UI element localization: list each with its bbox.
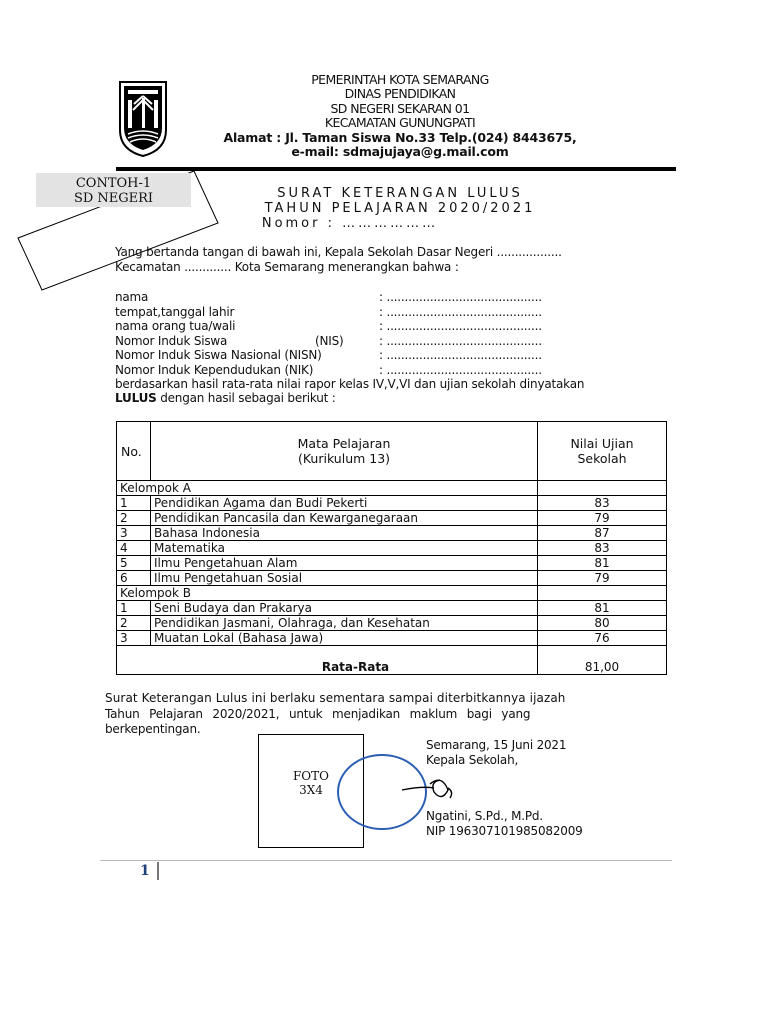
table-row <box>117 631 667 646</box>
row-number: 2 <box>117 511 151 526</box>
academic-year: TAHUN PELAJARAN 2020/2021 <box>264 201 536 216</box>
field-label: Nomor Induk Siswa Nasional (NISN) <box>115 348 322 362</box>
table-row <box>117 541 667 556</box>
table-row <box>117 601 667 616</box>
row-subject: Muatan Lokal (Bahasa Jawa) <box>151 631 538 646</box>
row-number: 5 <box>117 556 151 571</box>
intro-line-2: Kecamatan ............. Kota Semarang menerangkan bahwa : <box>115 260 459 274</box>
field-label: tempat,tanggal lahir <box>115 304 235 319</box>
signature-place-date: Semarang, 15 Juni 2021 <box>426 738 567 752</box>
document-title: SURAT KETERANGAN LULUS <box>277 186 523 201</box>
table-row <box>117 556 667 571</box>
table-row <box>117 571 667 586</box>
average-label: Rata-Rata <box>117 646 538 675</box>
closing-line-2: Tahun Pelajaran 2020/2021, untuk menjadikan maklum bagi yang <box>105 707 531 721</box>
stamp-line-2: SD NEGERI <box>73 191 154 206</box>
header-subject-line-1: Mata Pelajaran <box>297 436 391 451</box>
header-score-line-2: Sekolah <box>577 451 627 466</box>
field-birth <box>115 305 675 320</box>
row-subject: Bahasa Indonesia <box>151 526 538 541</box>
field-nis <box>115 334 675 349</box>
header-department: DINAS PENDIDIKAN <box>344 86 456 101</box>
row-number: 4 <box>117 541 151 556</box>
row-score: 87 <box>538 526 667 541</box>
row-score: 81 <box>538 601 667 616</box>
row-subject: Pendidikan Jasmani, Olahraga, dan Kesehatan <box>151 616 538 631</box>
header-score <box>538 422 667 481</box>
photo-size: 3X4 <box>299 783 323 797</box>
row-subject: Ilmu Pengetahuan Alam <box>151 556 538 571</box>
field-label: Nomor Induk Kependudukan (NIK) <box>115 362 314 377</box>
row-score: 79 <box>538 571 667 586</box>
field-label: nama <box>115 290 149 304</box>
table-header-row <box>117 422 667 481</box>
closing-line-1: Surat Keterangan Lulus ini berlaku sementara sampai diterbitkannya ijazah <box>105 691 566 705</box>
field-code: (NIS) <box>315 333 344 348</box>
average-value: 81,00 <box>538 646 667 675</box>
row-score: 79 <box>538 511 667 526</box>
row-number: 3 <box>117 526 151 541</box>
row-subject: Ilmu Pengetahuan Sosial <box>151 571 538 586</box>
row-number: 1 <box>117 496 151 511</box>
header-subject-line-2: (Kurikulum 13) <box>297 451 391 466</box>
field-name <box>115 290 675 305</box>
table-row <box>117 616 667 631</box>
footer-divider <box>100 860 672 861</box>
field-value: : ........................................... <box>379 362 542 377</box>
row-score: 76 <box>538 631 667 646</box>
table-row <box>117 526 667 541</box>
group-row <box>117 586 667 601</box>
row-number: 3 <box>117 631 151 646</box>
row-number: 1 <box>117 601 151 616</box>
group-b-label: Kelompok B <box>117 586 538 601</box>
field-value: : ........................................... <box>379 333 542 348</box>
signer-nip: NIP 196307101985082009 <box>426 824 583 838</box>
row-score: 83 <box>538 496 667 511</box>
header-district: KECAMATAN GUNUNGPATI <box>324 115 476 130</box>
closing-line-3: berkepentingan. <box>105 722 201 736</box>
average-row <box>117 646 667 675</box>
row-number: 2 <box>117 616 151 631</box>
photo-label: FOTO <box>292 769 329 783</box>
field-label: Nomor Induk Siswa <box>115 333 228 348</box>
header-address: Alamat : Jl. Taman Siswa No.33 Telp.(024) 8443675, <box>223 130 577 145</box>
stamp-line-1: CONTOH-1 <box>75 176 152 191</box>
row-score: 83 <box>538 541 667 556</box>
header-email: e-mail: sdmajujaya@g.mail.com <box>291 144 509 159</box>
page-number: 1 <box>140 863 150 879</box>
row-score: 81 <box>538 556 667 571</box>
header-score-line-1: Nilai Ujian <box>570 436 634 451</box>
field-value: : ........................................... <box>379 348 542 362</box>
field-nik <box>115 363 675 378</box>
field-value: : ........................................... <box>379 304 542 319</box>
group-row <box>117 481 667 496</box>
lulus-word: LULUS <box>115 391 157 405</box>
field-parent <box>115 319 675 334</box>
row-subject: Pendidikan Agama dan Budi Pekerti <box>151 496 538 511</box>
row-subject: Matematika <box>151 541 538 556</box>
header-no: No. <box>117 422 151 481</box>
header-divider <box>116 167 676 171</box>
row-score: 80 <box>538 616 667 631</box>
page-number-bar <box>157 862 159 880</box>
header-government: PEMERINTAH KOTA SEMARANG <box>311 72 489 87</box>
signature-role: Kepala Sekolah, <box>426 753 519 767</box>
field-nisn <box>115 348 675 363</box>
row-subject: Seni Budaya dan Prakarya <box>151 601 538 616</box>
field-label: nama orang tua/wali <box>115 319 236 333</box>
group-a-label: Kelompok A <box>117 481 538 496</box>
table-row <box>117 496 667 511</box>
signer-name: Ngatini, S.Pd., M.Pd. <box>426 809 543 823</box>
row-subject: Pendidikan Pancasila dan Kewarganegaraan <box>151 511 538 526</box>
row-number: 6 <box>117 571 151 586</box>
basis-line-1: berdasarkan hasil rata-rata nilai rapor kelas IV,V,VI dan ujian sekolah dinyatakan <box>115 377 585 391</box>
field-value: : ........................................... <box>379 319 542 333</box>
basis-line-2-rest: dengan hasil sebagai berikut : <box>156 391 336 405</box>
intro-line-1: Yang bertanda tangan di bawah ini, Kepala Sekolah Dasar Negeri .................. <box>115 245 562 259</box>
document-number: Nomor : ……………… <box>261 216 439 231</box>
field-value: : ........................................... <box>379 290 542 304</box>
table-row <box>117 511 667 526</box>
grades-table <box>116 421 667 675</box>
header-subject <box>151 422 538 481</box>
header-school: SD NEGERI SEKARAN 01 <box>330 101 470 116</box>
basis-line-2 <box>115 391 336 405</box>
